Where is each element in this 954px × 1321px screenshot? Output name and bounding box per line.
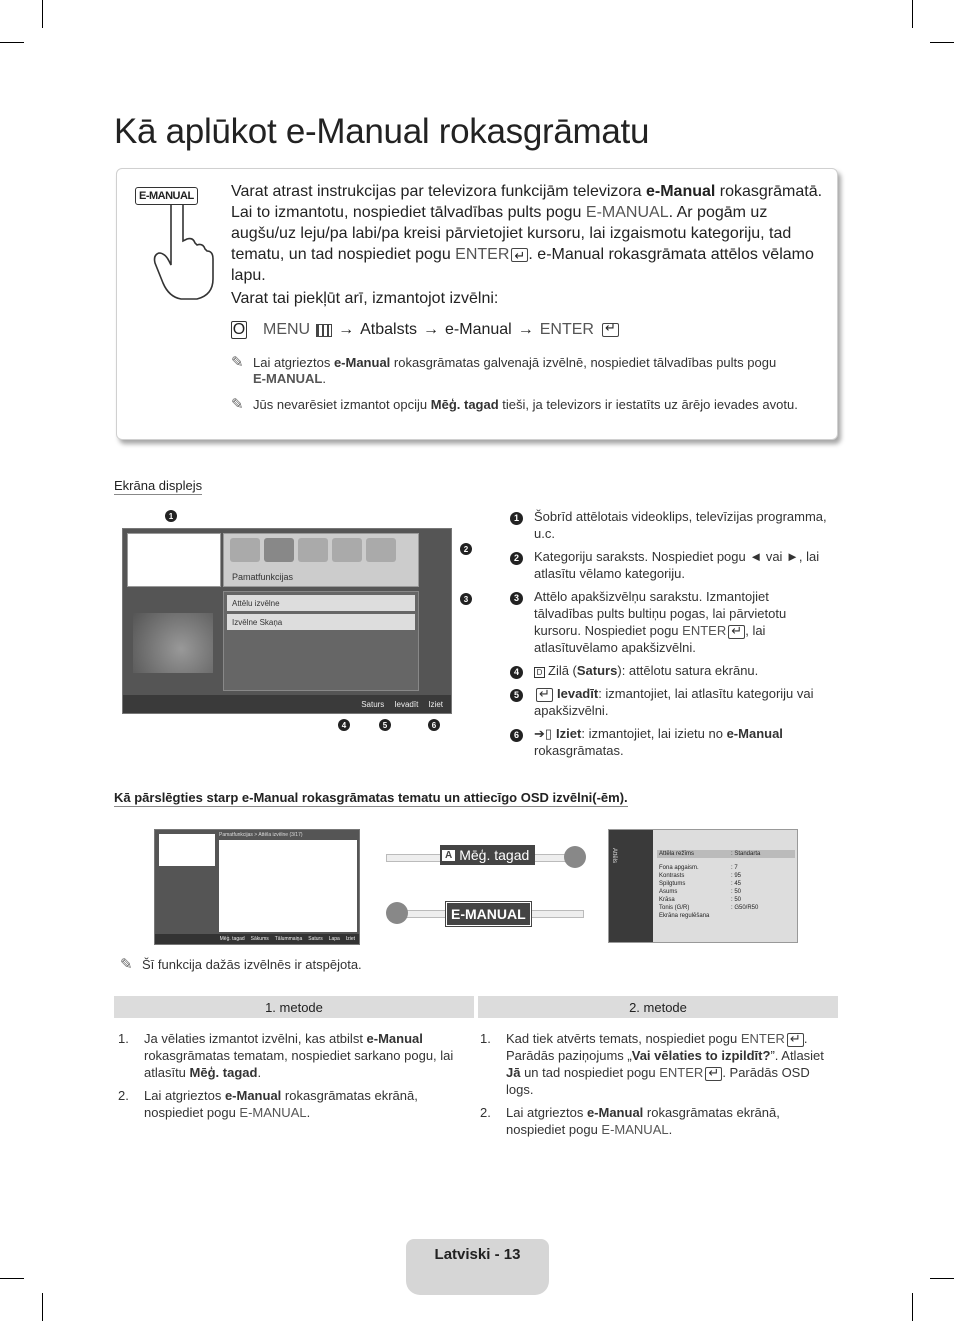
intro-text: Varat atrast instrukcijas par televizora funkcijām televizora e-Manual rokasgrāmatā. Lai to izmantotu, nospiediet tālvadības pults pogu E-MANUAL. Ar pogām uz augšu/uz leju/pa labi/pa kreisi pārvietojiet kursoru, lai izgaismotu kategoriju, tad tematu, un tad nospiediet pogu ENTER↵ . e-Manual rokasgrāmata attēlos vēlamo lapu. Varat tai piekļūt arī, izmantojot izvēlni: [231,181,829,309]
legend-item: 4 D Zilā (Saturs): attēlotu satura ekrānu. [510,662,830,679]
menu-path: O MENU → Atbalsts → e-Manual → ENTER ↵ [231,321,619,339]
method-1-steps [118,1030,458,1127]
topic-bottom-bar: Mēģ. tagad Sākums Tālummaiņa Saturs Lapa Iziet [155,934,359,944]
red-a-key-icon: A [442,850,455,861]
blue-d-icon: D [534,667,545,678]
arrow-left-head-icon [386,902,408,924]
submenu-panel [223,591,419,691]
crop-mark [912,1293,913,1321]
submenu-item[interactable]: Attēlu izvēlne [227,595,415,611]
category-icon [264,538,294,562]
crop-mark [42,0,43,28]
exit-icon: ➔▯ [534,726,553,741]
crop-mark [912,0,913,28]
step: 1. Ja vēlaties izmantot izvēlni, kas atbilst e-Manual rokasgrāmatas tematam, nospiediet sarkano pogu, lai atlasītu Mēģ. tagad. [118,1031,454,1080]
pencil-icon: ✎ [231,354,244,371]
category-icon [366,538,396,562]
osd-row[interactable]: Krāsa : 50 [659,897,742,903]
osd-row[interactable]: Kontrasts : 95 [659,873,742,879]
legend-item: 6 ➔▯ Iziet: izmantojiet, lai izietu no e-Manual rokasgrāmatas. [510,725,830,759]
category-icon [298,538,328,562]
emanual-badge: E-MANUAL [135,187,198,205]
category-icon [230,538,260,562]
emanual-button[interactable]: E-MANUAL [446,902,531,926]
enter-icon [602,323,619,337]
emanual-screen-mockup [122,528,452,714]
try-now-button[interactable]: A Mēģ. tagad [440,845,535,865]
category-bar [223,533,419,587]
legend-item: 5 ↵ Ievadīt: izmantojiet, lai atlasītu kategoriju vai apakšizvēlni. [510,685,830,719]
crop-mark [930,1278,954,1279]
osd-side-label: Attēls [611,848,617,864]
saturs-hint: Saturs [361,699,385,709]
callout-2: 2 [460,543,472,555]
info-box [116,168,838,440]
video-preview [127,533,221,587]
category-icon [332,538,362,562]
osd-sidebar [609,830,653,942]
step: 2. Lai atgrieztos e-Manual rokasgrāmatas ekrānā, nospiediet pogu E-MANUAL. [118,1088,418,1120]
submenu-item[interactable]: Izvēlne Skaņa [227,614,415,630]
crop-mark [42,1293,43,1321]
pencil-icon: ✎ [120,956,133,973]
osd-row[interactable]: Fona apgaism. : 7 [659,865,738,871]
enter-icon [536,688,553,702]
topic-content [219,840,357,932]
osd-list [657,850,795,920]
callout-1: 1 [165,510,177,522]
topic-breadcrumb: Pamatfunkcijas > Attēla izvēlne (3/17) [219,832,303,838]
decorative-graphic [133,613,213,673]
enter-icon [705,1067,722,1081]
screen-display-label: Ekrāna displejs [114,478,203,493]
callout-4: 4 [338,719,350,731]
method-1-header: 1. metode [114,996,474,1018]
osd-window [608,829,798,943]
callout-6: 6 [428,719,440,731]
menu-grid-icon [316,324,332,337]
page-title: Kā aplūkot e-Manual rokasgrāmatu [114,112,650,151]
screen-legend [510,508,830,765]
legend-item: 2 Kategoriju saraksts. Nospiediet pogu ◄ vai ►, lai atlasītu vēlamo kategoriju. [510,548,830,582]
enter-icon [728,625,745,639]
video-preview [159,834,215,866]
iziet-hint: Iziet [428,699,443,709]
osd-row[interactable]: Tonis (G/R) : G50/R50 [659,905,759,911]
method-2-steps [480,1030,825,1144]
callout-3: 3 [460,593,472,605]
switch-heading: Kā pārslēgties starp e-Manual rokasgrāmatas tematu un attiecīgo OSD izvēlni(-ēm). [114,790,628,805]
callout-5: 5 [379,719,391,731]
crop-mark [0,42,24,43]
arrow-right-head-icon [564,846,586,868]
method-2-header: 2. metode [478,996,838,1018]
legend-item: 1 Šobrīd attēlotais videoklips, televīzijas programma, u.c. [510,508,830,542]
step: 1. Kad tiek atvērts temats, nospiediet pogu ENTER↵ . Parādās paziņojums „Vai vēlaties to izpildīt?”. Atlasiet Jā un tad nospiediet pogu ENTER↵ . Parādās OSD logs. [480,1030,825,1098]
category-name: Pamatfunkcijas [232,572,294,582]
note-1: ✎ Lai atgrieztos e-Manual rokasgrāmatas galvenajā izvēlnē, nospiediet tālvadības pults pogu E-MANUAL. [231,354,777,386]
legend-item: 3 Attēlo apakšizvēlņu sarakstu. Izmantojiet tālvadības pults bultiņu pogas, lai pārvietotu kursoru. Nospiediet pogu ENTER↵ , lai atlasītuvēlamo apakšizvēlni. [510,588,830,656]
pencil-icon: ✎ [231,396,244,413]
menu-o-icon: O [232,321,246,338]
crop-mark [930,42,954,43]
emanual-topic-screen [154,829,360,945]
note-2: ✎ Jūs nevarēsiet izmantot opciju Mēģ. tagad tieši, ja televizors ir iestatīts uz ārējo ievades avotu. [231,396,798,413]
crop-mark [0,1278,24,1279]
osd-row[interactable]: Spilgtums : 45 [659,881,742,887]
ievadit-hint: Ievadīt [394,699,419,709]
page-footer: Latviski - 13 [406,1239,549,1295]
osd-row[interactable]: Ekrāna regulēšana [659,913,710,919]
osd-row[interactable]: Asums : 50 [659,889,742,895]
step: 2. Lai atgrieztos e-Manual rokasgrāmatas ekrānā, nospiediet pogu E-MANUAL. [480,1105,780,1137]
screen-bottom-bar [123,695,451,713]
osd-row[interactable]: Attēla režīms : Standarta [657,850,795,858]
enter-icon [511,248,528,262]
switch-note: ✎ Šī funkcija dažās izvēlnēs ir atspējota. [120,956,362,973]
enter-icon [787,1033,804,1047]
